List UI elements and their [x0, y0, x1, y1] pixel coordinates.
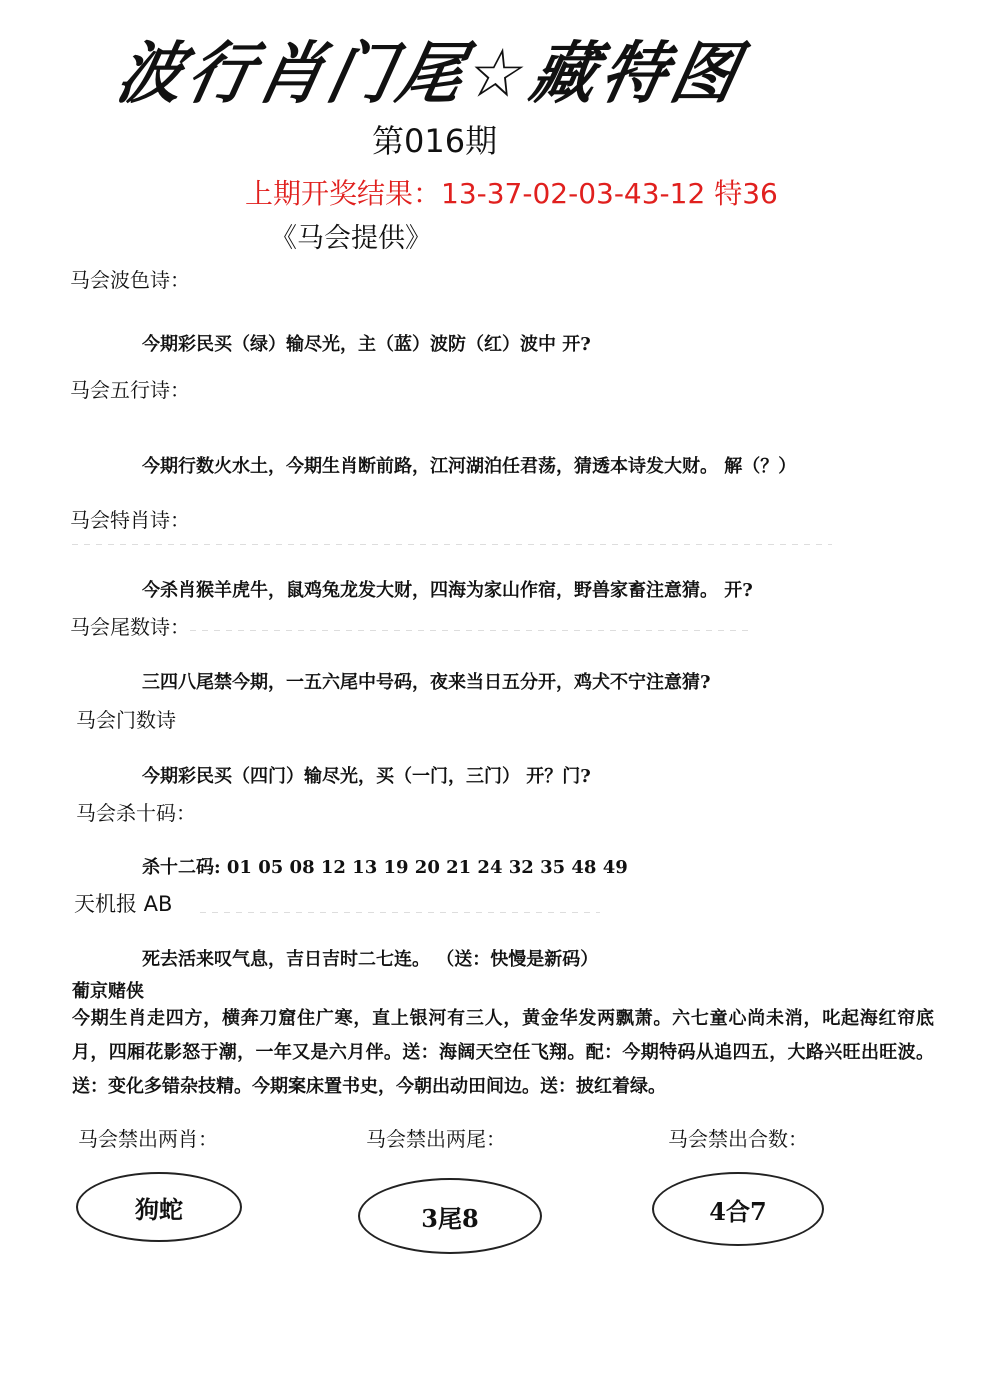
faint-line	[200, 912, 600, 913]
section-heading-tianji: 天机报 AB	[74, 892, 173, 916]
section-heading-gate-number: 马会门数诗	[76, 708, 176, 732]
section-heading-wave-color: 马会波色诗：	[70, 268, 190, 292]
ban-oval-zodiac	[76, 1172, 242, 1242]
ban-heading-sum: 马会禁出合数：	[668, 1127, 808, 1151]
section-line-tianji: 死去活来叹气息，吉日吉时二七连。 （送：快慢是新码）	[142, 949, 599, 970]
section-line-tail-number: 三四八尾禁今期，一五六尾中号码，夜来当日五分开，鸡犬不宁注意猜?	[142, 672, 711, 693]
faint-line	[190, 630, 750, 631]
ban-heading-zodiac: 马会禁出两肖：	[78, 1127, 218, 1151]
section-line-special-zodiac: 今杀肖猴羊虎牛，鼠鸡兔龙发大财，四海为家山作宿，野兽家畜注意猜。 开?	[142, 580, 753, 601]
section-line-kill-numbers: 杀十二码: 01 05 08 12 13 19 20 21 24 32 35 48 49	[142, 857, 628, 878]
ban-heading-tail: 马会禁出两尾：	[366, 1127, 506, 1151]
ban-value-tail: 3尾8	[421, 1203, 479, 1233]
section-line-five-elements: 今期行数火水土，今期生肖断前路，江河湖泊任君荡，猜透本诗发大财。 解（？）	[142, 456, 797, 477]
provider-label: 《马会提供》	[270, 223, 432, 254]
ban-value-zodiac: 狗蛇	[135, 1194, 183, 1224]
last-draw-result: 上期开奖结果：13-37-02-03-43-12 特36	[245, 177, 778, 210]
faint-line	[72, 544, 832, 545]
ban-oval-sum	[652, 1172, 824, 1246]
page-title: 波行肖门尾☆藏特图	[110, 35, 751, 114]
section-heading-special-zodiac: 马会特肖诗：	[70, 508, 190, 532]
gambler-paragraph: 今期生肖走四方，横奔刀窟住广寒，直上银河有三人，黄金华发两飘萧。六七童心尚未消，叱起海红帘底月，四厢花影怒于潮，一年又是六月伴。送：海阔天空任飞翔。配：今期特码从追四五，大路兴旺出旺波。送：变化多错杂技精。今期案床置书史，今朝出动田间边。送：披红着绿。	[72, 1008, 934, 1097]
ban-oval-tail	[358, 1178, 542, 1254]
ban-value-sum: 4合7	[709, 1196, 767, 1226]
section-line-wave-color: 今期彩民买（绿）输尽光，主（蓝）波防（红）波中 开?	[142, 334, 591, 355]
section-heading-five-elements: 马会五行诗：	[70, 378, 190, 402]
gambler-heading: 葡京赌侠	[72, 981, 144, 1002]
issue-number: 第016期	[372, 122, 498, 160]
section-heading-kill-numbers: 马会杀十码：	[76, 801, 196, 825]
section-line-gate-number: 今期彩民买（四门）输尽光，买（一门，三门） 开？门?	[142, 766, 591, 787]
section-heading-tail-number: 马会尾数诗：	[70, 615, 190, 639]
